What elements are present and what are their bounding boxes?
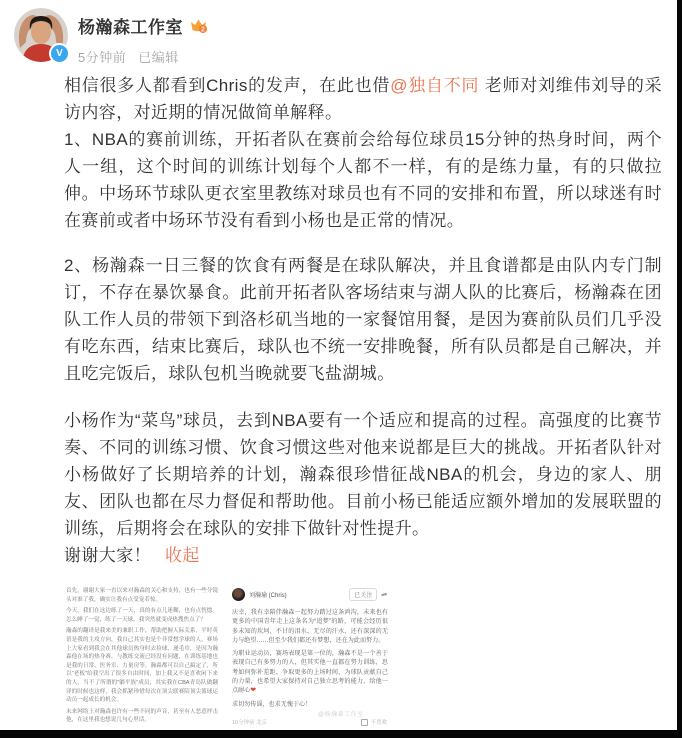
screen-edge-right <box>677 0 682 738</box>
share-icon: ➦ <box>380 588 389 600</box>
paragraph-thanks <box>64 542 662 569</box>
attachment-image-left[interactable] <box>63 581 221 731</box>
paragraph-point1: 1、NBA的赛前训练，开拓者队在赛前会给每位球员15分钟的热身时间，两个人一组，这个时间的训练计划每个人都不一样，有的是练力量，有的只做拉伸。中场环节球队更衣室里教练对球员也有不同的安排和布置，所以球迷有时在赛前或者中场环节没有看到小杨也是正常的情况。 <box>64 130 662 230</box>
post-meta <box>78 47 208 66</box>
paragraph-point3: 小杨作为“菜鸟”球员，去到NBA要有一个适应和提高的过程。高强度的比赛节奏、不同的训练习惯、饮食习惯这些对他来说都是巨大的挑战。开拓者队针对小杨做好了长期培养的计划，瀚森很珍惜征战NBA的机会，身边的家人、朋友、团队也都在尽力督促和帮助他。目前小杨已能适应额外增加的发展联盟的训练，后期将会在球队的安排下做针对性提升。 <box>64 411 662 538</box>
left-shot-paragraph: 瀚森的翻译是我来美的兼职工作，帮助把握人际关系，平时英语是我的主攻方向，我自己其实也是个非常想学球的人。赛场上大家看到我会在其他球员热身时去捡球、递毛巾，是因为瀚森他在场的热身赛，与教练交流已经没有问题，在训练基地也是我的日常、医务室、力量房等。瀚森都可以自己搞定了，所以“老板”给我空出了很多自由时间，加上我又不是喜欢闲下来的人，当不了所谓的“躺平族”成员，其实我在CBA青岛队做翻译的时候也这样，我会抓紧珍惜每次在顶尖联赛陪顶尖篮球运动员一起成长的机会。 <box>66 628 218 704</box>
intro-text: 相信很多人都看到Chris的发声，在此也借 <box>64 76 391 95</box>
screen-edge-bottom <box>0 730 682 738</box>
verified-badge-icon: V <box>49 43 70 64</box>
screenshot-meta-row <box>232 718 387 726</box>
thanks-text: 谢谢大家！ <box>64 546 151 565</box>
svg-text:2: 2 <box>201 26 205 34</box>
paragraph-point2: 2、杨瀚森一日三餐的饮食有两餐是在球队解决，并且食谱都是由队内专门制订，不存在暴饮暴食。此前开拓者队客场结束与湖人队的比赛后，杨瀚森在团队工作人员的带领下到洛杉矶当地的一家餐馆用餐，是因为赛前队员们几乎没有吃东西，结束比赛后，球队也不统一安排晚餐，所有队员都是自己解决，并且吃完饭后，球队包机当晚就要飞盐湖城。 <box>64 256 662 383</box>
screenshot-dislike <box>361 718 387 726</box>
collapse-link[interactable]: 收起 <box>165 546 200 565</box>
paragraph-intro <box>64 72 662 126</box>
avatar[interactable] <box>14 8 68 62</box>
screenshot-post-header <box>232 586 388 602</box>
screenshot-time: 10分钟前 北京 <box>232 720 268 726</box>
left-shot-paragraph: 未来网络上对瀚森也许有一些不同的声音，甚至有人恶意抨击他，在这里我也想说几句心里话。 <box>66 708 218 724</box>
screenshot-paragraph: 求切勿传谣，也求无愧于心！ <box>232 700 312 708</box>
screenshot-paragraph-text: 为职业运动员，赛场表现是第一位的，瀚森不是一个善于表现自己有多努力的人，但其实他一直都在努力训练，思考如何弥补差距、争取更多的上场时间、为球队贡献自己的力量，也希望大家保持对自己独立思考的能力，给他一点耐心 <box>232 650 388 695</box>
screenshot-follow-button: 已关注 <box>349 588 377 601</box>
intro-text-after: 老师对刘维伟刘导的采访内容，对近期的情况做简单解释。 <box>64 76 662 122</box>
left-shot-paragraph: 今天，我们在这边练了一天，真的有点儿迷糊，也有点恍惚。怎么睡了一觉，练了一天球，我突然就变成热搜焦点了？ <box>66 608 218 623</box>
heart-icon: ❤ <box>250 687 257 695</box>
screenshot-paragraph: 庆幸，我有幸陪伴瀚森一起努力踏过这条鸿沟，未来也有更多的中国青年走上这条名为“追梦”的路，可能会经历很多未知的坎坷、不甘的泪水、无尽的汗水、还有深深的无力与绝望……但至少我们都还有梦想，还在为此而努力。 <box>232 609 388 644</box>
post-header <box>14 8 208 66</box>
dislike-label: 不喜欢 <box>370 720 387 726</box>
author-name[interactable]: 杨瀚森工作室 <box>78 18 183 37</box>
screenshot-paragraph <box>232 649 388 695</box>
dislike-icon <box>361 719 368 726</box>
post-body <box>64 72 662 569</box>
mention-link[interactable]: @独自不同 <box>390 76 480 95</box>
vip-crown-icon <box>189 17 208 34</box>
watermark: @杨瀚森工作室 <box>318 712 364 718</box>
screenshot-post-body <box>232 608 388 709</box>
screenshot-avatar <box>232 588 245 601</box>
screenshot-author-name: 刘瀚瑜 (Chris) <box>249 592 287 599</box>
post-time: 5分钟前 <box>78 50 127 65</box>
edited-label: 已编辑 <box>138 50 179 65</box>
attachment-image-right[interactable] <box>226 581 392 730</box>
left-shot-paragraph: 首先，谢谢大家一直以来对瀚森的关心和支持，也有一些分镜头对准了我，确实让我有点受宠若惊。 <box>66 588 218 603</box>
